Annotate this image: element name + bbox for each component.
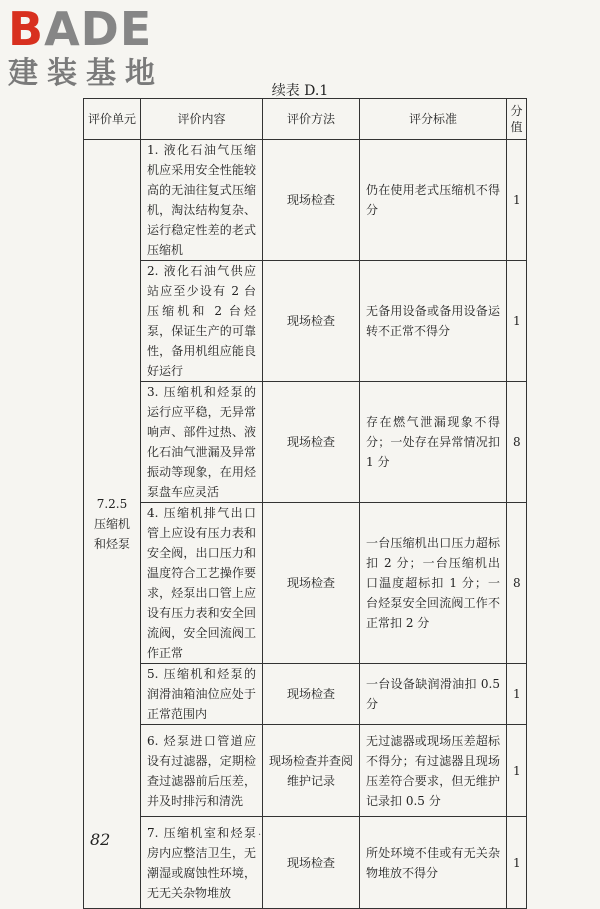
header-content: 评价内容 xyxy=(141,99,263,140)
header-unit: 评价单元 xyxy=(84,99,141,140)
content-cell: 2. 液化石油气供应站应至少设有 2 台压缩机和 2 台烃泵，保证生产的可靠性，备用机组应能良好运行 xyxy=(141,261,263,382)
method-cell: 现场检查 xyxy=(263,664,360,725)
content-cell: 6. 烃泵进口管道应设有过滤器，定期检查过滤器前后压差，并及时排污和清洗 xyxy=(141,725,263,817)
logo-subtitle: 建装基地 xyxy=(8,56,164,91)
page-number: 82 xyxy=(90,830,111,849)
bade-logo xyxy=(8,4,164,92)
standard-cell: 所处环境不佳或有无关杂物堆放不得分 xyxy=(360,817,507,909)
table-row xyxy=(84,817,527,909)
method-cell: 现场检查并查阅维护记录 xyxy=(263,725,360,817)
method-cell: 现场检查 xyxy=(263,261,360,382)
standard-cell: 无过滤器或现场压差超标不得分；有过滤器且现场压差符合要求，但无维护记录扣 0.5 分 xyxy=(360,725,507,817)
evaluation-table xyxy=(83,98,527,909)
content-cell: 5. 压缩机和烃泵的润滑油箱油位应处于正常范围内 xyxy=(141,664,263,725)
content-cell: 7. 压缩机室和烃泵房内应整洁卫生，无潮湿或腐蚀性环境，无无关杂物堆放 xyxy=(141,817,263,909)
logo-letters: ADE xyxy=(44,2,153,56)
unit-cell: 7.2.5 压缩机和烃泵 xyxy=(84,140,141,909)
score-cell: 8 xyxy=(507,503,527,664)
standard-cell: 无备用设备或备用设备运转不正常不得分 xyxy=(360,261,507,382)
method-cell: 现场检查 xyxy=(263,503,360,664)
score-cell: 1 xyxy=(507,140,527,261)
table-row xyxy=(84,261,527,382)
table-row xyxy=(84,664,527,725)
score-cell: 1 xyxy=(507,664,527,725)
method-cell: 现场检查 xyxy=(263,140,360,261)
table-header-row xyxy=(84,99,527,140)
score-cell: 1 xyxy=(507,817,527,909)
method-cell: 现场检查 xyxy=(263,817,360,909)
content-cell: 1. 液化石油气压缩机应采用安全性能较高的无油往复式压缩机，淘汰结构复杂、运行稳定性差的老式压缩机 xyxy=(141,140,263,261)
table-row xyxy=(84,503,527,664)
content-cell: 4. 压缩机排气出口管上应设有压力表和安全阀，出口压力和温度符合工艺操作要求，烃泵出口管上应设有压力表和安全回流阀，安全回流阀工作正常 xyxy=(141,503,263,664)
table-row xyxy=(84,382,527,503)
score-cell: 1 xyxy=(507,261,527,382)
standard-cell: 存在燃气泄漏现象不得分；一处存在异常情况扣 1 分 xyxy=(360,382,507,503)
content-cell: 3. 压缩机和烃泵的运行应平稳，无异常响声、部件过热、液化石油气泄漏及异常振动等现象，在用烃泵盘车应灵活 xyxy=(141,382,263,503)
page-dot: · xyxy=(258,830,262,841)
header-standard: 评分标准 xyxy=(360,99,507,140)
standard-cell: 一台压缩机出口压力超标扣 2 分；一台压缩机出口温度超标扣 1 分；一台烃泵安全回流阀工作不正常扣 2 分 xyxy=(360,503,507,664)
header-score: 分值 xyxy=(507,99,527,140)
method-cell: 现场检查 xyxy=(263,382,360,503)
standard-cell: 仍在使用老式压缩机不得分 xyxy=(360,140,507,261)
table-row xyxy=(84,140,527,261)
table-row xyxy=(84,725,527,817)
table-caption: 续表 D.1 xyxy=(271,83,329,99)
logo-wordmark xyxy=(8,4,164,54)
standard-cell: 一台设备缺润滑油扣 0.5 分 xyxy=(360,664,507,725)
score-cell: 8 xyxy=(507,382,527,503)
header-method: 评价方法 xyxy=(263,99,360,140)
logo-accent-letter: B xyxy=(8,2,45,56)
score-cell: 1 xyxy=(507,725,527,817)
